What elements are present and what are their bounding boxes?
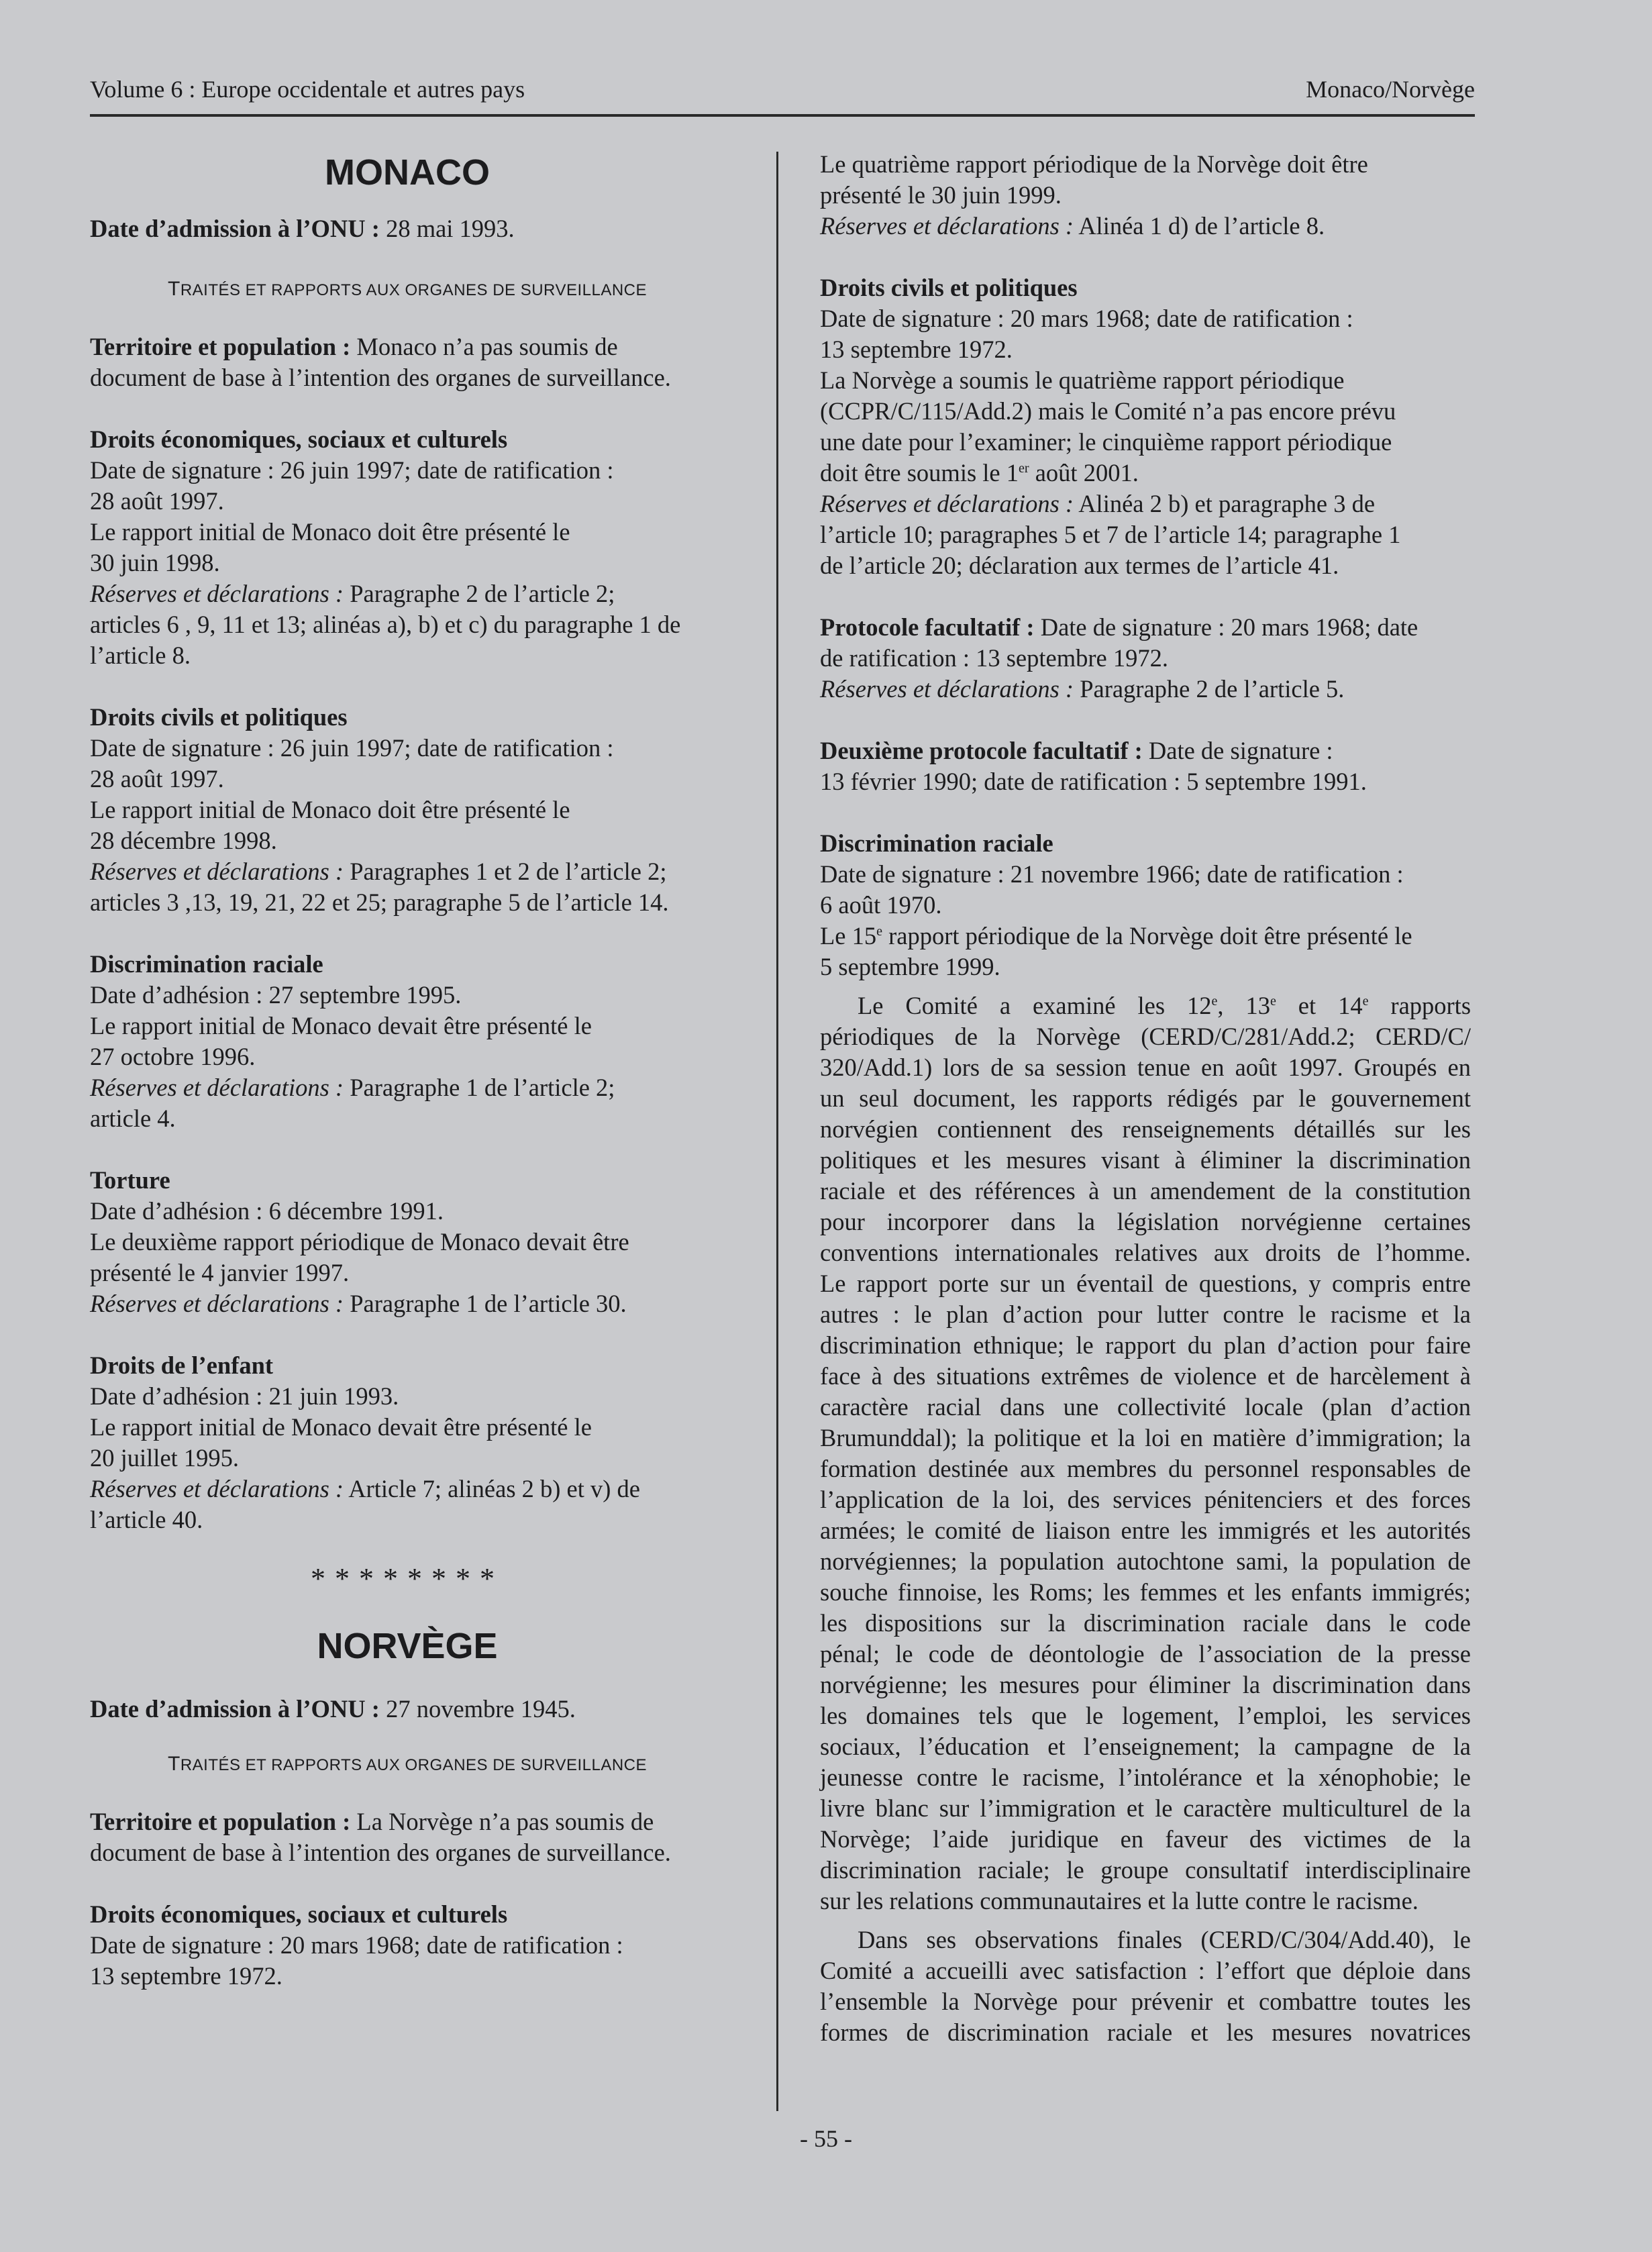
- paragraph-line: pour incorporer dans la législation norvégienne certaines: [820, 1208, 1471, 1235]
- norvege-paragraph-2: [820, 1925, 1471, 2048]
- paragraph-line: caractère racial dans une collectivité locale (plan d’action: [820, 1393, 1471, 1421]
- monaco-section-subtitle: TRAITÉS ET RAPPORTS AUX ORGANES DE SURVEILLANCE: [167, 278, 648, 300]
- paragraph-line: l’ensemble la Norvège pour prévenir et combattre toutes les: [820, 1988, 1471, 2015]
- norvege-section-subtitle: TRAITÉS ET RAPPORTS AUX ORGANES DE SURVEILLANCE: [167, 1753, 648, 1775]
- section-separator: ********: [311, 1562, 504, 1595]
- paragraph-line: face à des situations extrêmes de violence et de harcèlement à: [820, 1362, 1471, 1390]
- column-divider: [776, 152, 778, 2111]
- paragraph-line: sur les relations communautaires et la lutte contre le racisme.: [820, 1887, 1418, 1914]
- paragraph-line: un seul document, les rapports rédigés par le gouvernement: [820, 1084, 1471, 1112]
- paragraph-line: Le rapport porte sur un éventail de questions, y compris entre: [820, 1270, 1471, 1297]
- paragraph-line: raciale et des références à un amendement de la constitution: [820, 1177, 1471, 1205]
- monaco-dr-section: Discrimination raciale Date d’adhésion : 27 septembre 1995. Le rapport initial de Monaco devait être présenté le 27 octobre 1996. Réserves et déclarations : Paragraphe 1 de l’article 2; article 4.: [90, 950, 615, 1132]
- paragraph-line: norvégienne; les mesures pour éliminer la discrimination dans: [820, 1671, 1471, 1698]
- left-column: [90, 149, 725, 1992]
- norvege-desc-section-cont: Le quatrième rapport périodique de la Norvège doit être présenté le 30 juin 1999. Réserves et déclarations : Alinéa 1 d) de l’article 8.: [820, 150, 1368, 240]
- norvege-title: NORVÈGE: [317, 1626, 498, 1666]
- paragraph-line: souche finnoise, les Roms; les femmes et les enfants immigrés;: [820, 1578, 1471, 1606]
- paragraph-line: norvégiennes; la population autochtone sami, la population de: [820, 1547, 1471, 1575]
- paragraph-line: périodiques de la Norvège (CERD/C/281/Add.2; CERD/C/: [820, 1023, 1471, 1050]
- monaco-dcp-section: Droits civils et politiques Date de signature : 26 juin 1997; date de ratification : 28 août 1997. Le rapport initial de Monaco doit être présenté le 28 décembre 1998. Réserves et déclarations : Paragraphes 1 et 2 de l’article 2; articles 3 ,13, 19, 21, 22 et 25; paragraphe 5 de l’article 14.: [90, 703, 669, 916]
- running-header-right: Monaco/Norvège: [1306, 76, 1475, 103]
- norvege-dcp-section: Droits civils et politiques Date de signature : 20 mars 1968; date de ratification : 13 septembre 1972. La Norvège a soumis le quatrième rapport périodique (CCPR/C/115/Add.2) mais le Comité n’a pas encore prévu une date pour l’examiner; le cinquième rapport périodique doit être soumis le 1er août 2001. Réserves et déclarations : Alinéa 2 b) et paragraphe 3 de l’article 10; paragraphes 5 et 7 de l’article 14; paragraphe 1 de l’article 20; déclaration aux termes de l’article 41.: [820, 274, 1401, 579]
- paragraph-line: armées; le comité de liaison entre les immigrés et les autorités: [820, 1517, 1471, 1544]
- paragraph-line: conventions internationales relatives aux droits de l’homme.: [820, 1239, 1471, 1266]
- monaco-de-section: Droits de l’enfant Date d’adhésion : 21 juin 1993. Le rapport initial de Monaco devait être présenté le 20 juillet 1995. Réserves et déclarations : Article 7; alinéas 2 b) et v) de l’article 40.: [90, 1351, 640, 1533]
- norvege-desc-section-start: Droits économiques, sociaux et culturels Date de signature : 20 mars 1968; date de ratification : 13 septembre 1972.: [90, 1900, 623, 1990]
- paragraph-line: formes de discrimination raciale et les mesures novatrices: [820, 2018, 1471, 2046]
- paragraph-line: discrimination raciale; le groupe consultatif interdisciplinaire: [820, 1856, 1471, 1884]
- paragraph-line: Comité a accueilli avec satisfaction : l’effort que déploie dans: [820, 1957, 1471, 1984]
- paragraph-line: discrimination ethnique; le rapport du plan d’action pour faire: [820, 1331, 1471, 1359]
- norvege-dr-section: Discrimination raciale Date de signature : 21 novembre 1966; date de ratification : 6 août 1970. Le 15e rapport périodique de la Norvège doit être présenté le 5 septembre 1999.: [820, 829, 1412, 980]
- running-header-left: Volume 6 : Europe occidentale et autres pays: [90, 76, 525, 103]
- paragraph-line: sociaux, l’éducation et l’enseignement; la campagne de la: [820, 1733, 1471, 1760]
- norvege-admission: Date d’admission à l’ONU : 27 novembre 1945.: [90, 1695, 576, 1723]
- monaco-title: MONACO: [325, 152, 490, 193]
- paragraph-line: 320/Add.1) lors de sa session tenue en août 1997. Groupés en: [820, 1054, 1471, 1081]
- paragraph-line: politiques et les mesures visant à éliminer la discrimination: [820, 1146, 1471, 1174]
- norvege-dpf-section: Deuxième protocole facultatif : Date de signature : 13 février 1990; date de ratification : 5 septembre 1991.: [820, 737, 1367, 795]
- paragraph-line: l’application de la loi, des services pénitenciers et des forces: [820, 1486, 1471, 1513]
- paragraph-line: jeunesse contre le racisme, l’intolérance et la xénophobie; le: [820, 1763, 1471, 1791]
- paragraph-line: livre blanc sur l’immigration et le caractère multiculturel de la: [820, 1794, 1471, 1822]
- norvege-paragraph-1: [820, 990, 1471, 1916]
- monaco-admission: Date d’admission à l’ONU : 28 mai 1993.: [90, 215, 515, 242]
- header-rule: [90, 114, 1475, 117]
- paragraph-line: pénal; le code de déontologie de l’association de la presse: [820, 1640, 1471, 1668]
- paragraph-line: les domaines tels que le logement, l’emploi, les services: [820, 1702, 1471, 1729]
- monaco-territoire: Territoire et population : Monaco n’a pas soumis de document de base à l’intention des organes de surveillance.: [90, 333, 671, 391]
- paragraph-line: les dispositions sur la discrimination raciale dans le code: [820, 1609, 1471, 1637]
- paragraph-line: norvégien contiennent des renseignements détaillés sur les: [820, 1115, 1471, 1143]
- norvege-pf-section: Protocole facultatif : Date de signature : 20 mars 1968; date de ratification : 13 septembre 1972. Réserves et déclarations : Paragraphe 2 de l’article 5.: [820, 613, 1418, 703]
- paragraph-line: Dans ses observations finales (CERD/C/304/Add.40), le: [858, 1926, 1471, 1953]
- paragraph-line: Norvège; l’aide juridique en faveur des victimes de la: [820, 1825, 1471, 1853]
- paragraph-line: formation destinée aux membres du personnel responsables de: [820, 1455, 1471, 1482]
- monaco-torture-section: Torture Date d’adhésion : 6 décembre 1991. Le deuxième rapport périodique de Monaco devait être présenté le 4 janvier 1997. Réserves et déclarations : Paragraphe 1 de l’article 30.: [90, 1166, 629, 1317]
- monaco-desc-section: Droits économiques, sociaux et culturels Date de signature : 26 juin 1997; date de ratification : 28 août 1997. Le rapport initial de Monaco doit être présenté le 30 juin 1998. Réserves et déclarations : Paragraphe 2 de l’article 2; articles 6 , 9, 11 et 13; alinéas a), b) et c) du paragraphe 1 de l’article 8.: [90, 425, 681, 669]
- right-column: [820, 149, 1471, 2048]
- paragraph-line: Brumunddal); la politique et la loi en matière d’immigration; la: [820, 1424, 1471, 1451]
- paragraph-line: Le Comité a examiné les 12e, 13e et 14e rapports: [858, 992, 1472, 1019]
- paragraph-line: autres : le plan d’action pour lutter contre le racisme et la: [820, 1300, 1471, 1328]
- page-number: - 55 -: [800, 2125, 852, 2152]
- norvege-territoire: Territoire et population : La Norvège n’a pas soumis de document de base à l’intention des organes de surveillance.: [90, 1808, 671, 1866]
